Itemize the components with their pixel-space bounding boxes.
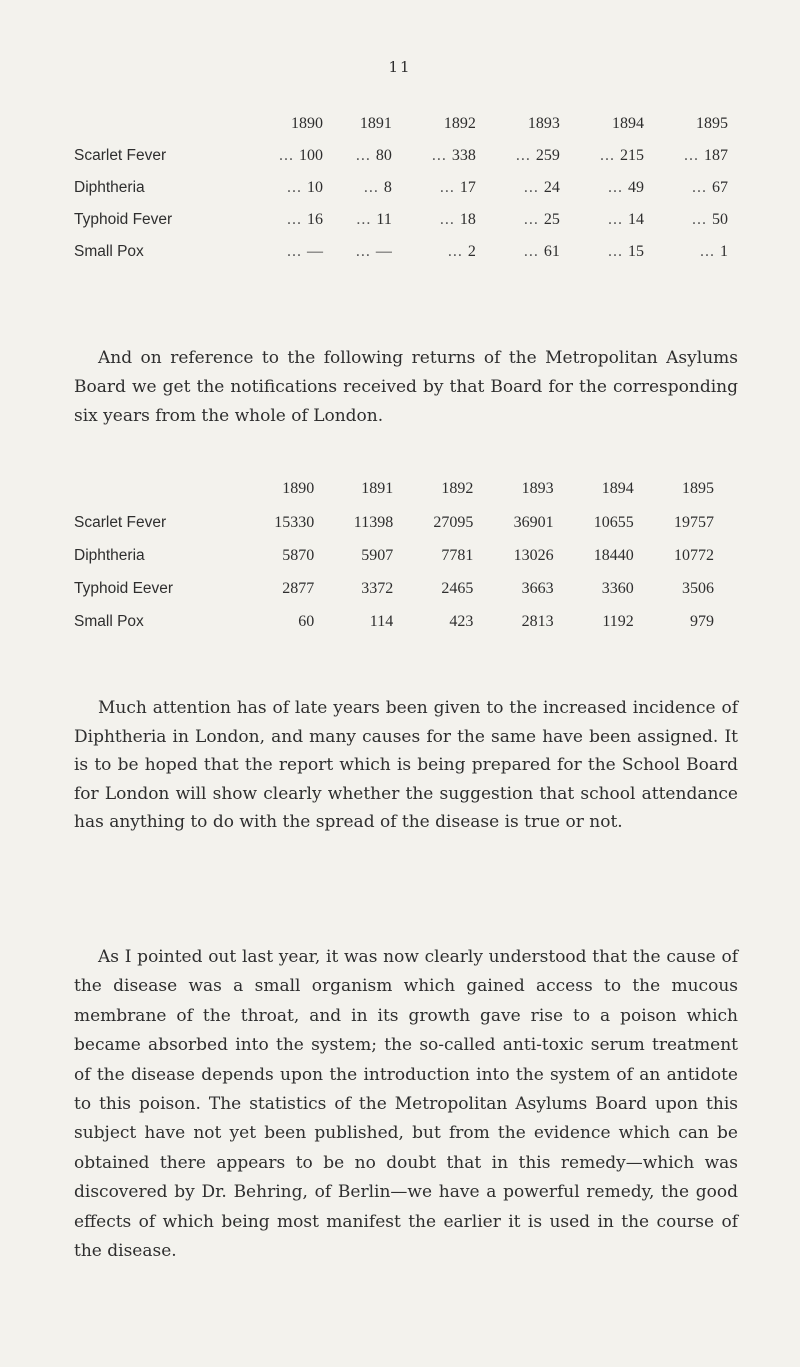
cell-value: 15330 bbox=[274, 513, 315, 531]
year-header: 1893 bbox=[527, 115, 560, 132]
table-row bbox=[74, 572, 714, 605]
cell-value: ... 50 bbox=[692, 211, 728, 228]
cell-value: 979 bbox=[690, 612, 714, 630]
cell-value: 114 bbox=[369, 612, 394, 630]
cell-value: ... 14 bbox=[607, 211, 644, 228]
row-label: Scarlet Fever bbox=[74, 147, 167, 164]
cell-value: 36901 bbox=[513, 513, 554, 531]
cell-value: 19757 bbox=[674, 513, 714, 531]
cell-value: ... 17 bbox=[439, 179, 476, 196]
paragraph-antitoxic-treatment: As I pointed out last year, it was now clearly understood that the cause of the disease was a small organism which gained access to the mucous membrane of the throat, and in its growth gave rise to a poison which became absorbed into the system; the so-called anti-toxic serum treatment of the disease depends upon the introduction into the system of an antidote to this poison. The statistics of the Metropolitan Asylums Board upon this subject have not yet been published, but from the evidence which can be obtained there appears to be no doubt that in this remedy—which was discovered by Dr. Behring, of Berlin—we have a powerful remedy, the good effects of which being most manifest the earlier it is used in the course of the disease. bbox=[74, 947, 738, 1262]
table-row bbox=[74, 605, 714, 638]
row-label: Small Pox bbox=[74, 243, 144, 260]
table-row bbox=[74, 172, 728, 204]
year-header: 1895 bbox=[696, 115, 728, 132]
cell-value: ... 1 bbox=[700, 243, 728, 260]
table-header-row bbox=[74, 472, 714, 506]
year-header: 1890 bbox=[291, 115, 324, 132]
header-spacer bbox=[74, 472, 234, 506]
year-header: 1892 bbox=[443, 115, 476, 132]
asylums-board-table bbox=[74, 472, 714, 638]
cell-value: ... 2 bbox=[447, 243, 476, 260]
cell-value: 1192 bbox=[602, 612, 634, 630]
paragraph-asylums-returns: And on reference to the following returns of the Metropolitan Asylums Board we get the notifications received by that Board for the corresponding six years from the whole of London. bbox=[74, 348, 738, 426]
cell-value: 60 bbox=[298, 612, 315, 630]
cell-value: ... 67 bbox=[692, 179, 728, 196]
row-label: Typhoid Eever bbox=[74, 579, 174, 597]
year-header: 1894 bbox=[611, 115, 644, 132]
cell-value: ... 25 bbox=[523, 211, 560, 228]
cell-value: 18440 bbox=[593, 546, 634, 564]
cell-value: 3360 bbox=[601, 579, 634, 597]
cell-value: 3372 bbox=[361, 579, 394, 597]
cell-value: ... 61 bbox=[523, 243, 560, 260]
cell-value: 3663 bbox=[521, 579, 554, 597]
cell-value: 2813 bbox=[521, 612, 554, 630]
cell-value: 10772 bbox=[674, 546, 714, 564]
row-label: Diphtheria bbox=[74, 179, 145, 196]
row-label: Scarlet Fever bbox=[74, 513, 167, 531]
cell-value: 7781 bbox=[441, 546, 474, 564]
table-header-row bbox=[74, 108, 728, 140]
row-label: Small Pox bbox=[74, 612, 144, 630]
cell-value: 2877 bbox=[282, 579, 315, 597]
table-row bbox=[74, 140, 728, 172]
cell-value: 27095 bbox=[433, 513, 474, 531]
page-number: 11 bbox=[388, 58, 412, 76]
cell-value: 2465 bbox=[441, 579, 474, 597]
year-header: 1891 bbox=[361, 480, 394, 497]
cell-value: ... 15 bbox=[607, 243, 644, 260]
cell-value: ... — bbox=[287, 243, 324, 260]
year-header: 1891 bbox=[359, 115, 392, 132]
cell-value: 3506 bbox=[682, 579, 714, 597]
year-header: 1890 bbox=[282, 480, 315, 497]
year-header: 1894 bbox=[601, 480, 634, 497]
cell-value: ... 18 bbox=[439, 211, 476, 228]
cell-value: 5907 bbox=[361, 546, 394, 564]
header-spacer bbox=[74, 108, 239, 140]
table-row bbox=[74, 539, 714, 572]
cell-value: ... 11 bbox=[356, 211, 392, 228]
cell-value: 11398 bbox=[353, 513, 394, 531]
cell-value: ... 100 bbox=[279, 147, 324, 164]
cell-value: ... 215 bbox=[599, 147, 644, 164]
table-row bbox=[74, 506, 714, 539]
year-header: 1892 bbox=[441, 480, 474, 497]
cell-value: ... 49 bbox=[607, 179, 644, 196]
cell-value: ... 259 bbox=[515, 147, 560, 164]
table-row bbox=[74, 236, 728, 268]
row-label: Diphtheria bbox=[74, 546, 145, 564]
cell-value: ... 338 bbox=[431, 147, 476, 164]
cell-value: ... 8 bbox=[363, 179, 392, 196]
cell-value: 5870 bbox=[282, 546, 315, 564]
year-header: 1893 bbox=[521, 480, 554, 497]
cell-value: 10655 bbox=[593, 513, 634, 531]
year-header: 1895 bbox=[682, 480, 714, 497]
cell-value: ... 24 bbox=[523, 179, 560, 196]
cell-value: ... 80 bbox=[355, 147, 392, 164]
cell-value: ... — bbox=[355, 243, 392, 260]
cell-value: ... 16 bbox=[287, 211, 324, 228]
cell-value: ... 10 bbox=[287, 179, 324, 196]
table-row bbox=[74, 204, 728, 236]
paragraph-diphtheria-incidence: Much attention has of late years been given to the increased incidence of Diphtheria in London, and many causes for the same have been assigned. It is to be hoped that the report which is being prepared for the School Board for London will show clearly whether the suggestion that school attendance has anything to do with the spread of the disease is true or not. bbox=[74, 698, 738, 833]
local-notifications-table bbox=[74, 108, 728, 268]
cell-value: 13026 bbox=[513, 546, 554, 564]
row-label: Typhoid Fever bbox=[74, 211, 173, 228]
cell-value: 423 bbox=[449, 612, 474, 630]
cell-value: ... 187 bbox=[684, 147, 728, 164]
